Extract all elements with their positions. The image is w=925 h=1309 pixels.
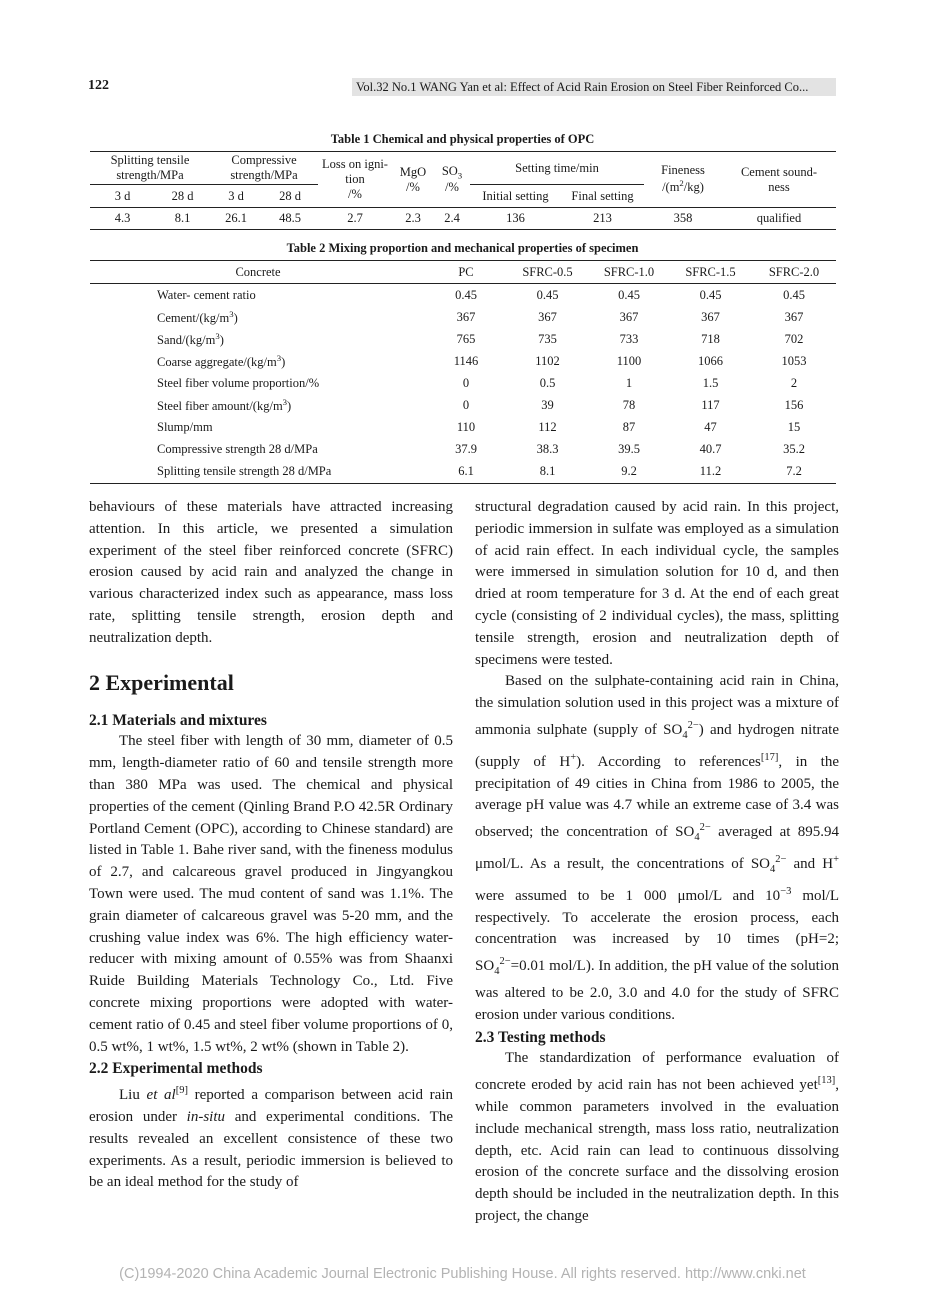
t2-cell: 0.45 xyxy=(536,287,559,302)
t2-cell: 735 xyxy=(538,331,557,346)
t1-header-splitting: Splitting tensile strength/MPa xyxy=(90,152,210,185)
t2-cell: 367 xyxy=(619,309,639,324)
t2-cell: 367 xyxy=(456,309,476,324)
t2-cell: 40.7 xyxy=(699,442,722,457)
subsection-heading: 2.3 Testing methods xyxy=(475,1028,606,1046)
t2-cell: 11.2 xyxy=(669,461,752,484)
t2-cell: 117 xyxy=(701,398,720,413)
t1-cell: qualified xyxy=(722,208,836,230)
t2-cell: 8.1 xyxy=(506,461,589,484)
t2-cell: 765 xyxy=(456,331,476,346)
t2-cell: 47 xyxy=(704,420,717,435)
t2-header: SFRC-1.5 xyxy=(669,261,752,284)
t2-cell: 367 xyxy=(701,309,720,324)
t1-cell: 2.7 xyxy=(318,208,392,230)
left-column xyxy=(89,497,453,1194)
t2-cell: 0 xyxy=(462,376,470,391)
t2-header: SFRC-1.0 xyxy=(589,261,669,284)
t2-cell: 0 xyxy=(462,398,470,413)
t1-header-setting: Setting time/min xyxy=(470,152,644,185)
t1-cell: 4.3 xyxy=(90,208,155,230)
t2-cell: 0.45 xyxy=(455,287,477,302)
t2-row-label: Splitting tensile strength 28 d/MPa xyxy=(90,461,426,484)
t2-cell: 0.5 xyxy=(539,376,556,391)
t2-cell: 1102 xyxy=(535,353,560,368)
t1-cell: 2.4 xyxy=(434,208,470,230)
t2-row-label: Steel fiber amount/$(kg/m^3)$ xyxy=(157,397,292,414)
t1-sub-28d: 28 d xyxy=(171,188,194,203)
running-head: Vol.32 No.1 WANG Yan et al: Effect of Acid Rain Erosion on Steel Fiber Reinforced Co... xyxy=(352,78,836,96)
t1-sub-3d: 3 d xyxy=(114,188,131,203)
t1-cell: 213 xyxy=(561,208,644,230)
continuation-paragraph: structural degradation caused by acid rain. In this project, periodic immersion in sulfate was employed as a simulation of acid rain effect. In each individual cycle, the samples were immersed in simulation solution for 10 d, and then dried at room temperature for 3 d. At the end of each great cycle (consisting of 2 individual cycles), the mass, splitting tensile strength, erosion and neutralization depth of specimens were tested. xyxy=(475,499,839,668)
copyright-footer: (C)1994-2020 China Academic Journal Electronic Publishing House. All rights reserved. http://www.cnki.net xyxy=(119,1266,806,1282)
t2-header: SFRC-2.0 xyxy=(752,261,836,284)
t2-cell: 112 xyxy=(538,420,557,435)
t1-header-compressive: Compressive strength/MPa xyxy=(210,152,318,185)
t2-cell: 15 xyxy=(787,420,801,435)
t1-header-mgo: MgO /% xyxy=(392,152,434,208)
table1 xyxy=(90,151,836,230)
subsection-heading: 2.2 Experimental methods xyxy=(89,1060,263,1078)
t1-header-soundness: Cement sound- ness xyxy=(722,152,836,208)
t1-sub-final: Final setting xyxy=(571,188,634,203)
table2 xyxy=(90,260,836,484)
t2-cell: 1.5 xyxy=(702,376,719,391)
t2-row-label: Sand/$(kg/m^3)$ xyxy=(157,330,224,347)
table1-caption: Table 1 Chemical and physical properties of OPC xyxy=(330,132,595,146)
t2-header: PC xyxy=(426,261,506,284)
methods-paragraph: Liu et al[9] reported a comparison between acid rain erosion under in-situ and experimental conditions. The results revealed an excellent consistence of these two experiments. As a result, periodic immersion is believed to be an ideal method for the study of xyxy=(89,1085,453,1191)
t2-cell: 7.2 xyxy=(752,461,836,484)
t2-header: SFRC-0.5 xyxy=(506,261,589,284)
t2-row-label: Compressive strength 28 d/MPa xyxy=(157,442,318,457)
t1-sub-initial: Initial setting xyxy=(482,188,549,203)
solution-paragraph: Based on the sulphate-containing acid rain in China, the simulation solution used in this project was a mixture of ammonia sulphate (supply of $SO_4^{2-}$) and hydrogen nitrate (supply of H+). According to references[17], in the precipitation of 49 cities in China from 1986 to 2005, the average pH value was 4.7 while an extreme case of 3.4 was observed; the concentration of $SO_4^{2-}$ averaged at 895.94 μmol/L. As a result, the concentrations of $SO_4^{2-}$ and H+ were assumed to be 1 000 μmol/L and $10^{-3}$ mol/L respectively. To accelerate the erosion process, each concentration was increased by 10 times (pH=2; $SO_4^{2-}=0.01$ mol/L). In addition, the pH value of the solution was altered to be 2.0, 3.0 and 4.0 for the study of SFRC erosion under various conditions. xyxy=(475,673,840,1023)
t2-cell: 78 xyxy=(622,398,636,413)
t2-row-label: Slump/mm xyxy=(157,420,213,435)
section-heading: 2 Experimental xyxy=(89,669,234,695)
t1-cell: 136 xyxy=(470,208,561,230)
t2-cell: 1146 xyxy=(453,353,479,368)
t2-cell: 1066 xyxy=(698,353,723,368)
t2-cell: 367 xyxy=(538,309,557,324)
t2-cell: 1100 xyxy=(616,353,642,368)
t2-cell: 733 xyxy=(619,331,639,346)
t1-header-so3: $SO_3$ /% xyxy=(434,152,470,208)
subsection-heading: 2.1 Materials and mixtures xyxy=(89,711,267,729)
t1-header-fineness: Fineness $/(m^2/kg)$ xyxy=(644,152,722,208)
t1-header-loss: Loss on igni- tion /% xyxy=(318,152,392,208)
t1-sub-3d: 3 d xyxy=(228,188,244,203)
t2-cell: 0.45 xyxy=(618,287,640,302)
t1-cell: 48.5 xyxy=(262,208,318,230)
t2-cell: 367 xyxy=(784,309,804,324)
t2-cell: 35.2 xyxy=(783,442,805,457)
t1-cell: 26.1 xyxy=(210,208,262,230)
t2-cell: 110 xyxy=(456,420,476,435)
t2-cell: 0.45 xyxy=(783,287,805,302)
right-column xyxy=(475,497,839,1228)
t2-cell: 1 xyxy=(625,376,633,391)
t1-cell: 2.3 xyxy=(392,208,434,230)
materials-paragraph: The steel fiber with length of 30 mm, diameter of 0.5 mm, length-diameter ratio of 60 and tensile strength more than 380 MPa was used. The chemical and physical properties of the cement (Qinling Brand P.O 42.5R Ordinary Portland Cement (OPC), according to Chinese standard) are listed in Table 1. Bahe river sand, with the fineness modulus of 2.7, and calcareous gravel produced in Jingyangkou Town were used. The mud content of sand was 1.1%. The grain diameter of calcareous gravel was 5-20 mm, and the crushing value index was 6%. The high efficiency water-reducer with mixing amount of 0.55% was from Shaanxi Ruide Building Materials Technology Co., Ltd. Five concrete mixing proportions were adopted with water-cement ratio of 0.45 and steel fiber volume proportions of 0, 0.5 wt%, 1 wt%, 1.5 wt%, 2 wt% (shown in Table 2). xyxy=(89,733,453,1055)
t2-cell: 6.1 xyxy=(426,461,506,484)
t2-cell: 1053 xyxy=(781,353,807,368)
t2-row-label: Steel fiber volume proportion/% xyxy=(157,376,320,391)
t2-row-label: Water- cement ratio xyxy=(157,287,256,302)
t2-cell: 39 xyxy=(541,398,554,413)
t2-cell: 718 xyxy=(701,331,720,346)
t2-cell: 9.2 xyxy=(589,461,669,484)
testing-paragraph: The standardization of performance evaluation of concrete eroded by acid rain has not been achieved yet[13], while common parameters involved in the evaluation include mechanical strength, mass loss ratio, neutralization depth, etc. Acid rain can lead to continuous dissolving erosion of the concrete surface and the dissolving erosion depth should be included in the neutralization depth. In this project, the change xyxy=(475,1050,839,1224)
t2-cell: 0.45 xyxy=(699,287,722,302)
t2-cell: 37.9 xyxy=(455,442,477,457)
t2-cell: 87 xyxy=(622,420,636,435)
t2-row-label: Coarse aggregate/$(kg/m^3)$ xyxy=(157,352,286,369)
t2-cell: 702 xyxy=(784,331,804,346)
t2-cell: 2 xyxy=(790,376,798,391)
t2-cell: 38.3 xyxy=(536,442,559,457)
t1-cell: 358 xyxy=(644,208,722,230)
t2-cell: 156 xyxy=(784,398,804,413)
intro-paragraph: behaviours of these materials have attracted increasing attention. In this article, we presented a simulation experiment of the steel fiber reinforced concrete (SFRC) erosion caused by acid rain and analyzed the change in various characterized index such as appearance, mass loss rate, splitting tensile strength, erosion depth and neutralization depth. xyxy=(89,499,453,646)
t2-header: Concrete xyxy=(90,261,426,284)
table2-caption: Table 2 Mixing proportion and mechanical properties of specimen xyxy=(286,241,639,255)
t1-cell: 8.1 xyxy=(155,208,210,230)
t2-cell: 39.5 xyxy=(618,442,640,457)
t1-sub-28d: 28 d xyxy=(279,188,301,203)
t2-row-label: Cement/$(kg/m^3)$ xyxy=(157,308,238,325)
page-number: 122 xyxy=(88,78,109,93)
